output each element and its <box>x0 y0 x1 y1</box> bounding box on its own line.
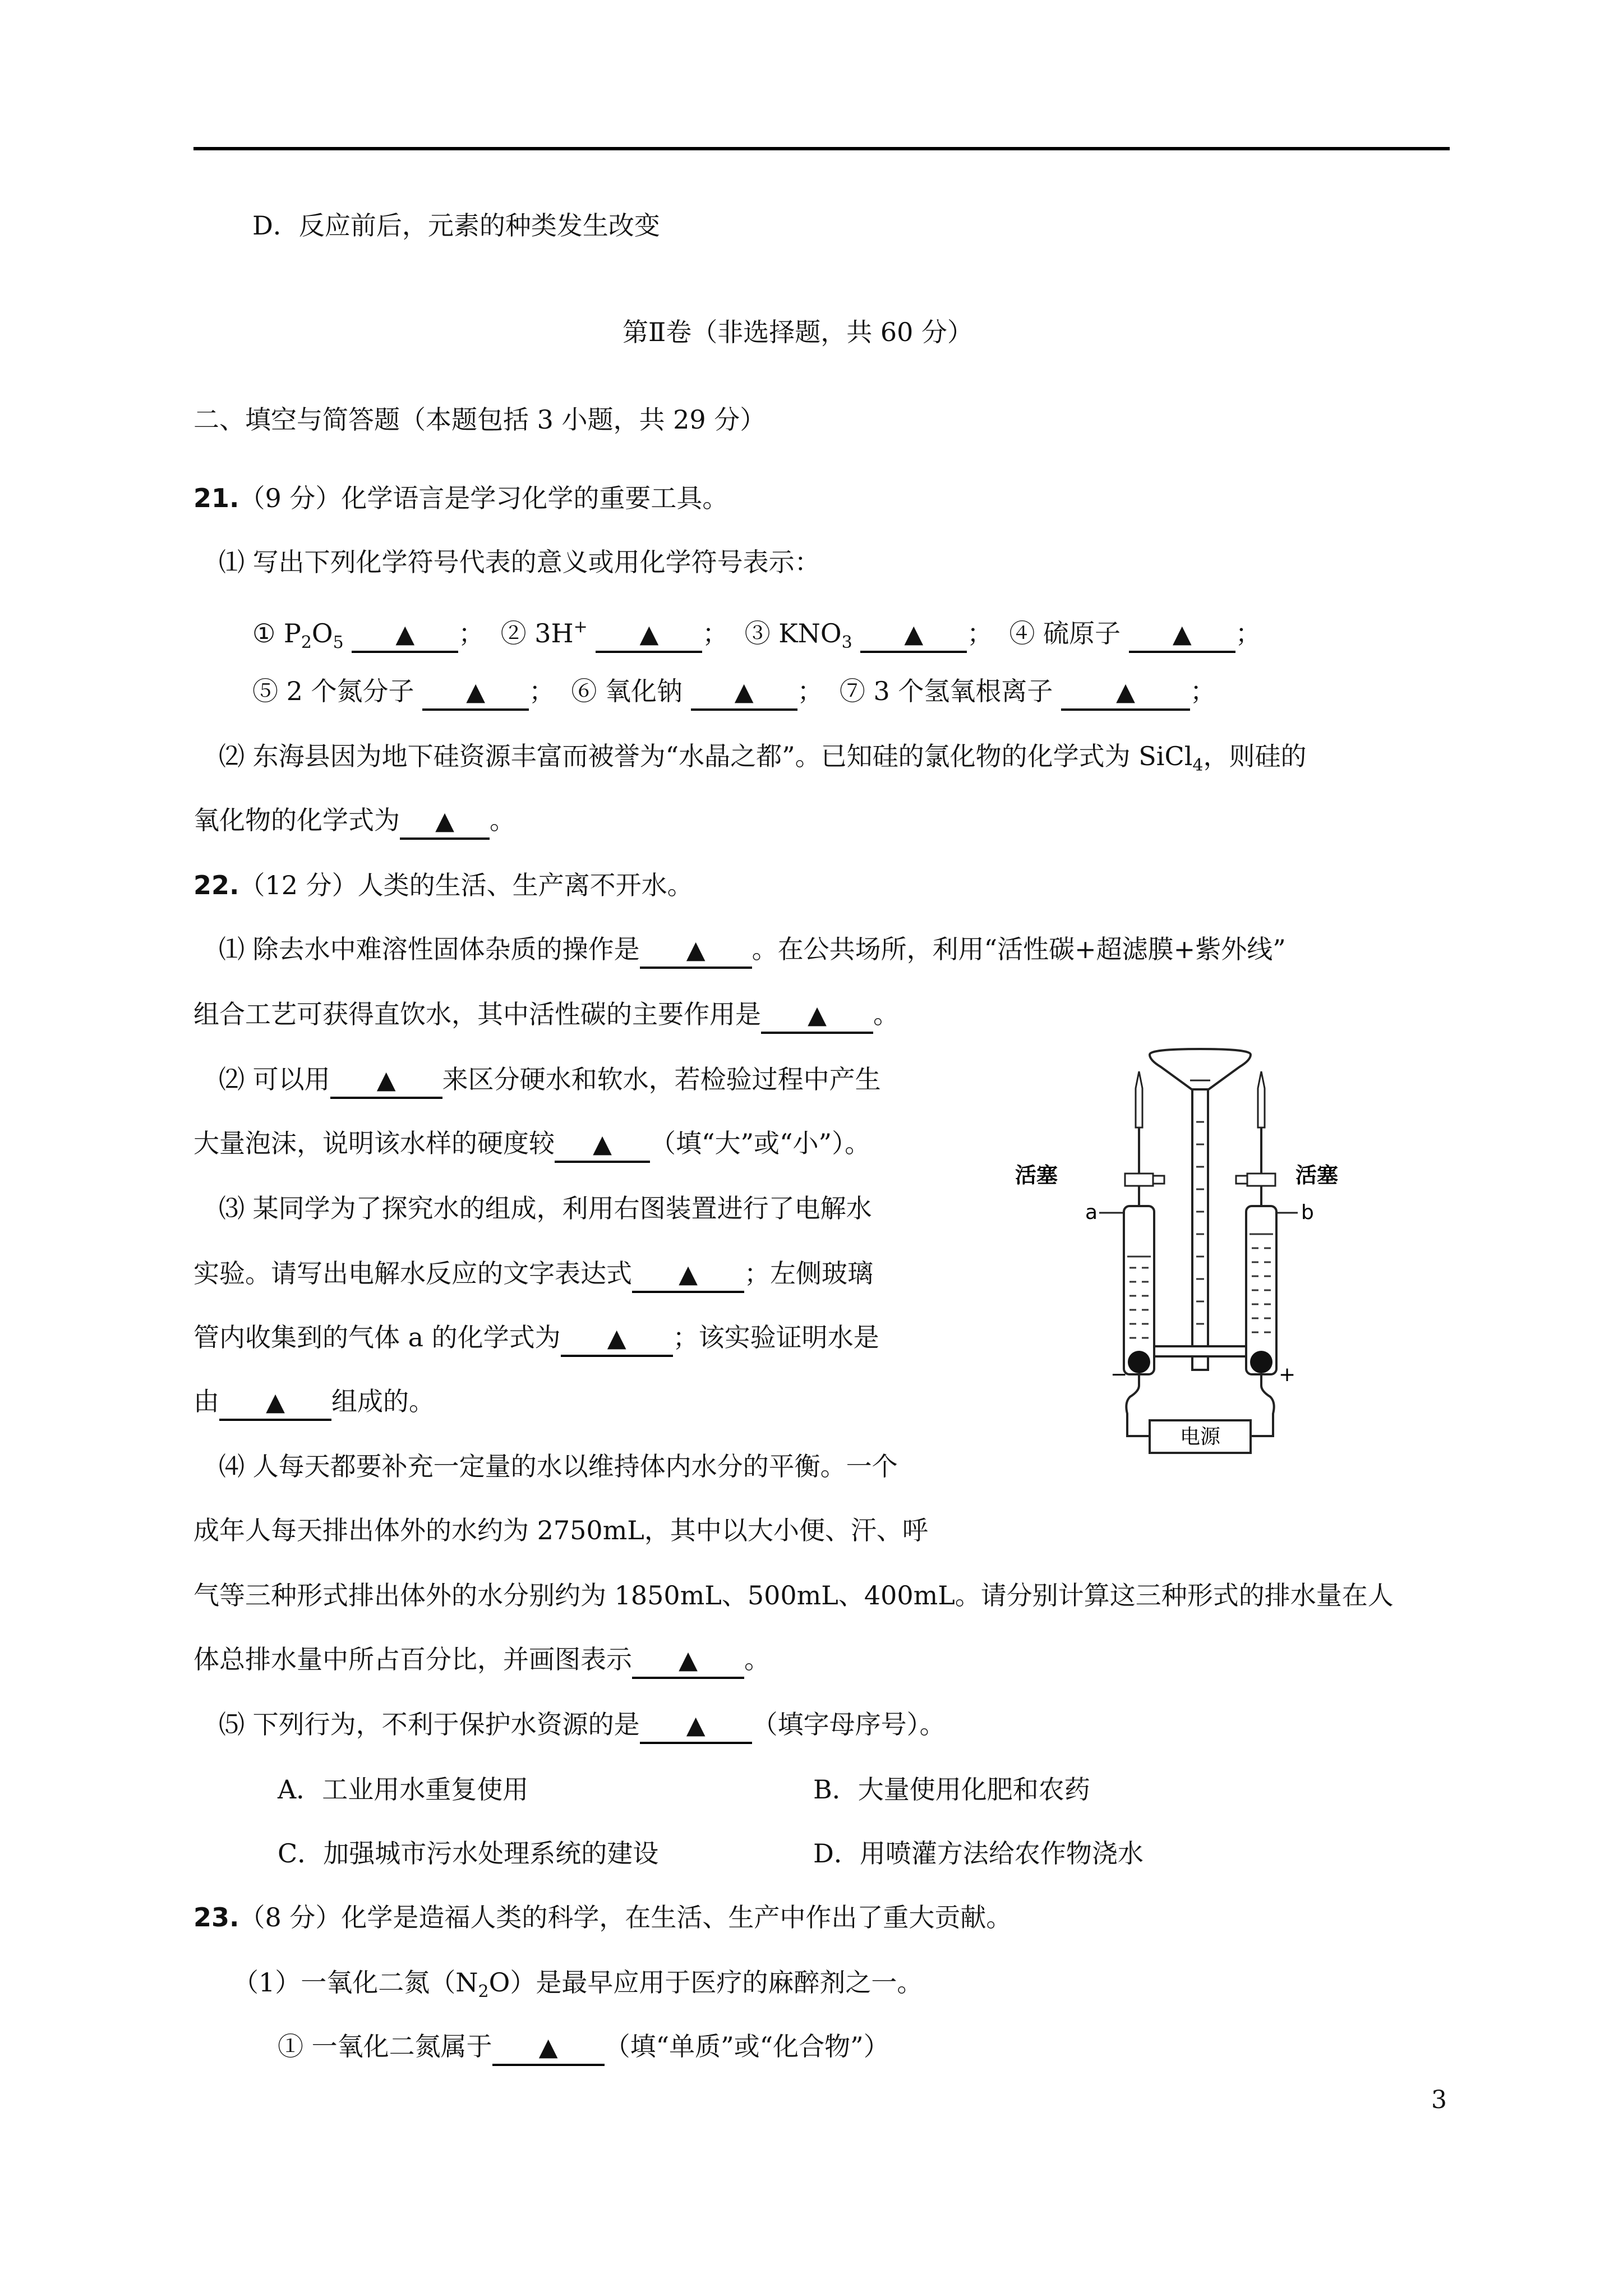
plus-terminal: + <box>1279 1363 1296 1386</box>
left-wire <box>1126 1373 1150 1436</box>
right-electrode <box>1250 1351 1272 1373</box>
electrolysis-apparatus-figure <box>1015 1043 1374 1470</box>
q21-part2-line2: 氧化物的化学式为 ▲ 。 <box>193 802 515 840</box>
q21-stem: 21.（9 分）化学语言是学习化学的重要工具。 <box>193 483 728 513</box>
stopcock-label-right: 活塞 <box>1295 1163 1339 1188</box>
q23-stem: 23.（8 分）化学是造福人类的科学，在生活、生产中作出了重大贡献。 <box>193 1902 1012 1932</box>
answer-blank[interactable]: ▲ <box>561 1321 673 1357</box>
answer-blank[interactable]: ▲ <box>400 804 490 840</box>
option-c: C．加强城市污水处理系统的建设 <box>278 1838 659 1869</box>
q22-part1-line2: 组合工艺可获得直饮水，其中活性碳的主要作用是 ▲ 。 <box>193 996 899 1034</box>
right-wire <box>1251 1373 1274 1436</box>
left-electrode <box>1128 1351 1150 1373</box>
stopcock-label-left: 活塞 <box>1015 1163 1058 1188</box>
q22-part1-line1: ⑴ 除去水中难溶性固体杂质的操作是 ▲ 。在公共场所，利用“活性碳+超滤膜+紫外线” <box>219 931 1286 969</box>
answer-blank[interactable]: ▲ <box>596 617 702 653</box>
q21-number: 21. <box>193 483 239 513</box>
q22-part2-line2: 大量泡沫，说明该水样的硬度较 ▲ （填“大”或“小”）。 <box>193 1125 870 1163</box>
option-d: D．反应前后，元素的种类发生改变 <box>252 210 660 241</box>
q22-part2-line1: ⑵ 可以用 ▲ 来区分硬水和软水，若检验过程中产生 <box>219 1061 881 1099</box>
answer-blank[interactable]: ▲ <box>330 1063 442 1099</box>
q23-part1-line1: （1）一氧化二氮$(N_2O)$是最早应用于医疗的麻醉剂之一。 <box>233 1967 923 2001</box>
answer-blank[interactable]: ▲ <box>492 2030 605 2066</box>
answer-blank[interactable]: ▲ <box>422 675 529 711</box>
header-rule <box>193 147 1450 150</box>
option-d2: D．用喷灌方法给农作物浇水 <box>813 1838 1144 1869</box>
q22-part4-line2: 成年人每天排出体外的水约为 2750mL，其中以大小便、汗、呼 <box>193 1515 928 1545</box>
left-nozzle <box>1136 1071 1142 1128</box>
gas-label-a: a <box>1085 1201 1098 1224</box>
right-tube <box>1246 1206 1276 1374</box>
answer-blank[interactable]: ▲ <box>860 617 967 653</box>
answer-blank[interactable]: ▲ <box>1129 617 1235 653</box>
answer-blank[interactable]: ▲ <box>632 1643 744 1679</box>
q22-part4-line3: 气等三种形式排出体外的水分别约为 1850mL、500mL、400mL。请分别计算这三种形式的排水量在人 <box>193 1580 1394 1611</box>
q22-part4-line1: ⑷ 人每天都要补充一定量的水以维持体内水分的平衡。一个 <box>219 1451 898 1481</box>
answer-blank[interactable]: ▲ <box>640 933 752 969</box>
q22-part3-line2: 实验。请写出电解水反应的文字表达式 ▲ ；左侧玻璃 <box>193 1255 873 1293</box>
q21-row1: ① $P_2O_5$ ▲ ； ② 3H+ ▲ ； ③ $KNO_3$ ▲ ； ④ 硫原子 ▲ ； <box>252 617 1261 652</box>
answer-blank[interactable]: ▲ <box>1061 675 1190 711</box>
answer-blank[interactable]: ▲ <box>691 675 797 711</box>
q21-row2: ⑤ 2 个氮分子 ▲ ； ⑥ 氧化钠 ▲ ； ⑦ 3 个氢氧根离子 ▲ ； <box>252 673 1216 711</box>
right-stopcock[interactable] <box>1247 1174 1275 1186</box>
answer-blank[interactable]: ▲ <box>555 1127 650 1163</box>
q22-part4-line4: 体总排水量中所占百分比，并画图表示 ▲ 。 <box>193 1641 770 1679</box>
q23-part1-line2: ① 一氧化二氮属于 ▲ （填“单质”或“化合物”） <box>278 2028 889 2066</box>
power-label: 电源 <box>1179 1425 1221 1448</box>
q22-stem: 22.（12 分）人类的生活、生产离不开水。 <box>193 870 693 900</box>
q22-part3-line4: 由 ▲ 组成的。 <box>193 1383 435 1421</box>
left-tube <box>1124 1206 1154 1374</box>
central-tube <box>1192 1089 1208 1370</box>
section2-heading: 二、填空与简答题（本题包括 3 小题，共 29 分） <box>193 404 766 435</box>
q21-part2-line1: ⑵ 东海县因为地下硅资源丰富而被誉为“水晶之都”。已知硅的氯化物的化学式为 SiCl$_4$，则硅的 <box>219 741 1307 775</box>
q22-part3-line1: ⑶ 某同学为了探究水的组成，利用右图装置进行了电解水 <box>219 1193 872 1223</box>
answer-blank[interactable]: ▲ <box>761 998 873 1034</box>
q22-part5: ⑸ 下列行为，不利于保护水资源的是 ▲ （填字母序号）。 <box>219 1706 946 1744</box>
right-nozzle <box>1258 1071 1265 1128</box>
answer-blank[interactable]: ▲ <box>219 1385 331 1421</box>
part2-title: 第Ⅱ卷（非选择题，共 60 分） <box>623 317 974 347</box>
answer-blank[interactable]: ▲ <box>640 1708 752 1744</box>
q22-part3-line3: 管内收集到的气体 a 的化学式为 ▲ ；该实验证明水是 <box>193 1319 879 1357</box>
answer-blank[interactable]: ▲ <box>632 1257 744 1293</box>
minus-terminal: − <box>1110 1363 1128 1386</box>
option-b: B．大量使用化肥和农药 <box>813 1774 1090 1805</box>
answer-blank[interactable]: ▲ <box>352 617 458 653</box>
q22-number: 22. <box>193 870 239 900</box>
q23-number: 23. <box>193 1902 239 1932</box>
option-a: A．工业用水重复使用 <box>278 1774 529 1805</box>
left-stopcock[interactable] <box>1125 1174 1153 1186</box>
q21-part1: ⑴ 写出下列化学符号代表的意义或用化学符号表示： <box>219 547 820 577</box>
page-number: 3 <box>1431 2086 1447 2114</box>
funnel <box>1150 1049 1251 1089</box>
connecting-tube <box>1154 1346 1246 1356</box>
gas-label-b: b <box>1301 1201 1314 1224</box>
